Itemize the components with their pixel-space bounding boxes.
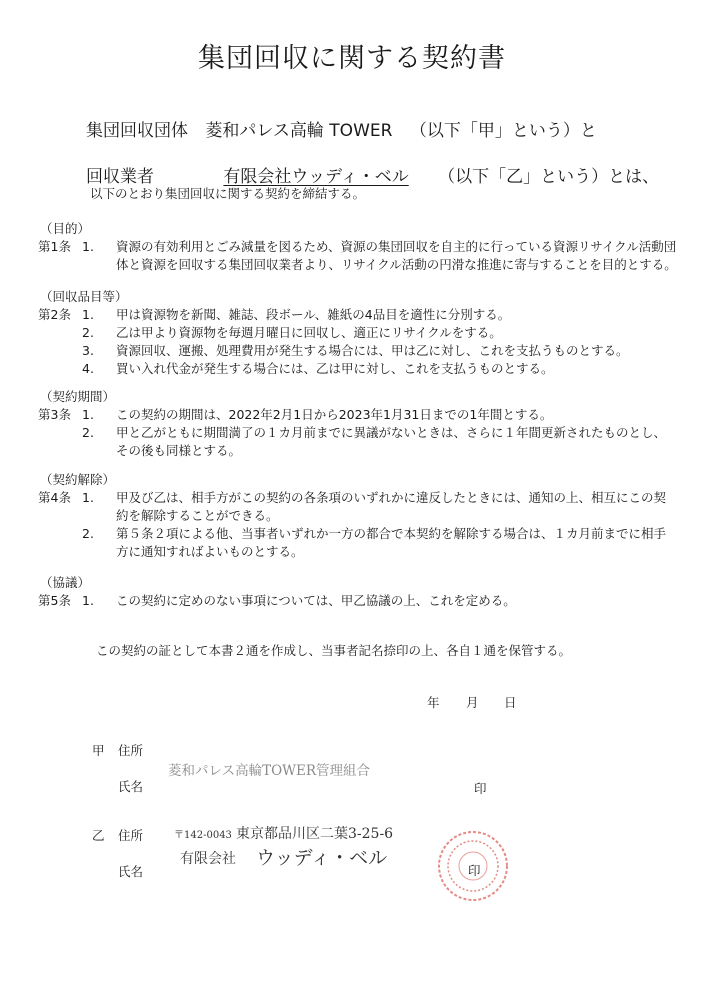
article-heading: （回収品目等） bbox=[40, 289, 128, 304]
article-2 bbox=[38, 288, 678, 378]
article-number: 第3条 bbox=[38, 407, 71, 422]
sig-b-seal-label: 印 bbox=[468, 863, 481, 878]
sig-b-company-type: 有限会社 bbox=[180, 851, 236, 867]
intro-text: 以下のとおり集団回収に関する契約を締結する。 bbox=[90, 186, 366, 201]
sig-a-party: 甲 bbox=[92, 743, 105, 758]
article-item: 2. 乙は甲より資源物を毎週月曜日に回収し、適正にリサイクルをする。 bbox=[82, 325, 502, 340]
article-heading: （協議） bbox=[40, 575, 91, 590]
sig-b-postal: 〒142-0043 bbox=[174, 830, 232, 841]
date-year: 年 bbox=[427, 695, 440, 710]
closing-text: この契約の証として本書２通を作成し、当事者記名捺印の上、各自１通を保管する。 bbox=[96, 643, 572, 658]
article-heading: （目的） bbox=[40, 221, 91, 236]
date-day: 日 bbox=[504, 695, 517, 710]
article-item: 2. 第５条２項による他、当事者いずれか一方の都合で本契約を解除する場合は、１カ月前までに相手方に通知すればよいものとする。 bbox=[82, 526, 667, 559]
party-a-line bbox=[86, 116, 597, 141]
sig-a-address-label: 住所 bbox=[118, 743, 144, 758]
article-1 bbox=[38, 220, 678, 274]
party-a-suffix: （以下「甲」という）と bbox=[409, 121, 597, 141]
article-item: 1. 甲及び乙は、相手方がこの契約の各条項のいずれかに違反したときには、通知の上、相互にこの契約を解除することができる。 bbox=[82, 490, 667, 523]
article-3 bbox=[38, 388, 678, 460]
article-item: 2. 甲と乙がともに期間満了の１カ月前までに異議がないときは、さらに１年間更新されたものとし、その後も同様とする。 bbox=[82, 425, 667, 458]
article-4 bbox=[38, 471, 678, 561]
party-a-name: 菱和パレス高輪 TOWER bbox=[205, 121, 393, 141]
article-number: 第2条 bbox=[38, 307, 71, 322]
article-item: 1. 資源の有効利用とごみ減量を図るため、資源の集団回収を自主的に行っている資源リサイクル活動団体と資源を回収する集団回収業者より、リサイクル活動の円滑な推進に寄与することを目的とする。 bbox=[82, 239, 677, 272]
party-b-suffix: （以下「乙」という）とは、 bbox=[438, 167, 660, 187]
party-a-label: 集団回収団体 bbox=[86, 121, 188, 141]
party-b-name: 有限会社ウッディ・ベル bbox=[223, 167, 409, 187]
article-item: 1. この契約の期間は、2022年2月1日から2023年1月31日までの1年間とする。 bbox=[82, 407, 553, 422]
article-item: 3. 資源回収、運搬、処理費用が発生する場合には、甲は乙に対し、これを支払うものとする。 bbox=[82, 343, 629, 358]
sig-b-party: 乙 bbox=[92, 828, 105, 843]
article-heading: （契約期間） bbox=[40, 389, 116, 404]
article-item: 4. 買い入れ代金が発生する場合には、乙は甲に対し、これを支払うものとする。 bbox=[82, 361, 554, 376]
sig-b-company-name: ウッディ・ベル bbox=[256, 847, 388, 869]
article-number: 第4条 bbox=[38, 490, 71, 505]
article-number: 第1条 bbox=[38, 239, 71, 254]
date-month: 月 bbox=[466, 695, 479, 710]
sig-b-name-label: 氏名 bbox=[118, 864, 144, 879]
article-5 bbox=[38, 574, 678, 610]
article-item: 1. 甲は資源物を新聞、雑誌、段ボール、雑紙の4品目を適性に分別する。 bbox=[82, 307, 511, 322]
sig-a-stamp-name: 菱和パレス高輪TOWER管理組合 bbox=[168, 763, 371, 779]
article-number: 第5条 bbox=[38, 593, 71, 608]
sig-b-address: 東京都品川区二葉3-25-6 bbox=[236, 826, 394, 842]
document-title: 集団回収に関する契約書 bbox=[198, 43, 506, 74]
party-b-label: 回収業者 bbox=[86, 167, 154, 187]
sig-b-address-label: 住所 bbox=[118, 828, 144, 843]
article-heading: （契約解除） bbox=[40, 472, 116, 487]
sig-a-seal-label: 印 bbox=[474, 781, 487, 796]
article-item: 1. この契約に定めのない事項については、甲乙協議の上、これを定める。 bbox=[82, 593, 516, 608]
sig-a-name-label: 氏名 bbox=[118, 779, 144, 794]
